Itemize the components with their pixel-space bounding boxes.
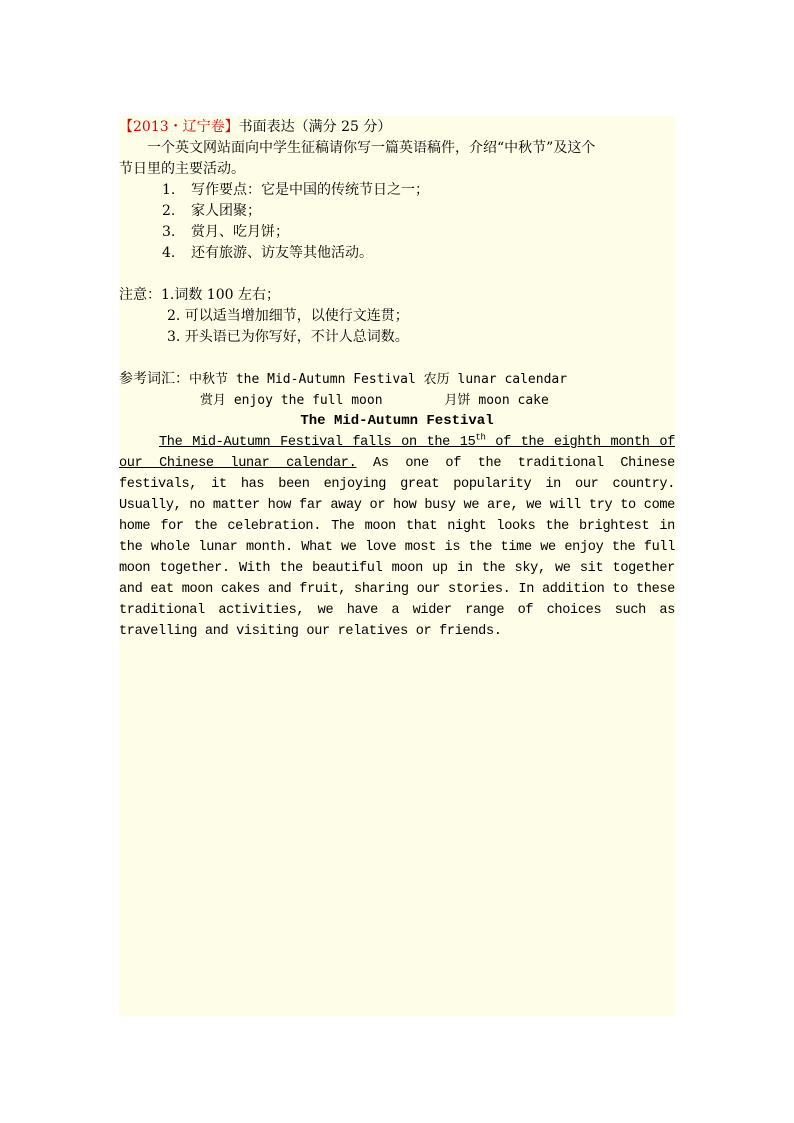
prompt-line-1: 一个英文网站面向中学生征稿请你写一篇英语稿件，介绍“中秋节”及这个 [147,140,596,156]
vocab-label: 参考词汇： [119,371,189,387]
notes-label: 注意： [119,287,161,303]
prompt-line-2: 节日里的主要活动。 [119,161,245,177]
source-tag: 【2013・辽宁卷】 [119,119,239,135]
question-title: 书面表达（满分 25 分） [238,119,392,135]
notes-line-2: 2. 可以适当增加细节，以使行文连贯； [167,308,409,324]
spacer [119,264,675,285]
spacer [119,348,675,369]
notes-line-1: 注意：1.词数 100 左右； [119,287,280,303]
requirement-item: 2. 家人团聚； [162,203,261,219]
essay-body: The Mid-Autumn Festival falls on the 15th of the eighth month of our Chinese lunar calendar. As one of the traditional Chinese festivals, it has been enjoying great popularity in our country. Usually, no matter how far away or how busy we are, we will try to come home for the celebration. The moon that night looks the brightest in the whole lunar month. What we love most is the time we enjoy the full moon together. With the beautiful moon up in the sky, we sit together and eat moon cakes and fruit, sharing our stories. In addition to these traditional activities, we have a wider range of choices such as travelling and visiting our relatives or friends. [119,432,676,639]
essay-title: The Mid-Autumn Festival [300,413,494,429]
requirement-item: 3. 赏月、吃月饼； [162,224,289,240]
question-header [119,117,675,138]
requirement-item: 4. 还有旅游、访友等其他活动。 [162,245,373,261]
essay-opening: The Mid-Autumn Festival falls on the 15th of the eighth month of our Chinese lunar calendar. [119,432,676,471]
vocab-line-1: 参考词汇：中秋节 the Mid-Autumn Festival 农历 lunar calendar [119,371,568,387]
notes-line-3: 3. 开头语已为你写好，不计人总词数。 [167,329,409,345]
requirement-item: 1. 写作要点：它是中国的传统节日之一； [162,182,429,198]
vocab-line-2: 赏月 enjoy the full moon 月饼 moon cake [200,393,549,408]
document-content [119,117,675,642]
